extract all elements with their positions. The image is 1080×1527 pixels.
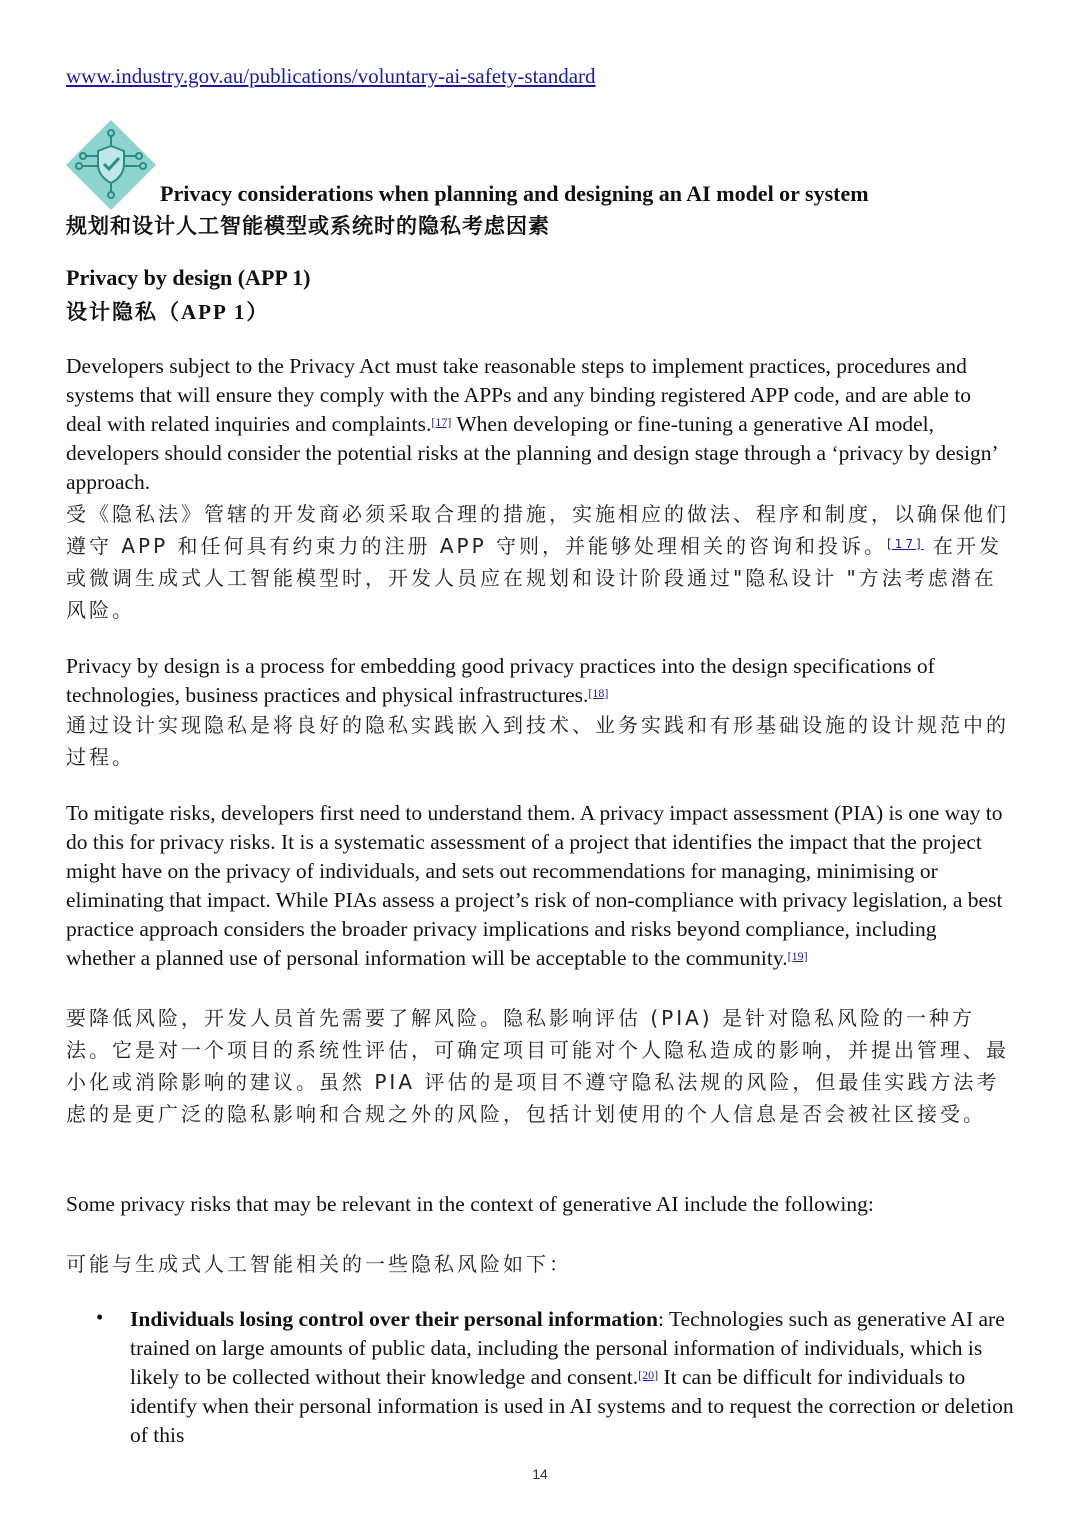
page-number: 14	[532, 1466, 548, 1482]
paragraph-4-zh: 可能与生成式人工智能相关的一些隐私风险如下：	[66, 1252, 572, 1276]
paragraph-2-zh: 通过设计实现隐私是将良好的隐私实践嵌入到技术、业务实践和有形基础设施的设计规范中的过程。	[66, 713, 1009, 769]
bullet-icon: •	[96, 1305, 104, 1329]
footnote-link[interactable]: [20]	[638, 1368, 659, 1382]
list-item-text	[130, 1305, 1015, 1450]
footnote-link[interactable]: [17]	[887, 537, 924, 551]
paragraph-1-zh-text-a: 受《隐私法》管辖的开发商必须采取合理的措施，实施相应的做法、程序和制度，以确保他们遵守 APP 和任何具有约束力的注册 APP 守则，并能够处理相关的咨询和投诉。	[66, 502, 1009, 558]
paragraph-1-text-a: Developers subject to the Privacy Act must take reasonable steps to implement practices, procedures and systems that will ensure they comply with the APPs and any binding registered APP code, and are able to deal with related inquiries and complaints.	[66, 354, 972, 436]
shield-check-network-icon	[64, 118, 158, 212]
paragraph-2	[66, 652, 1011, 710]
footnote-link[interactable]: [18]	[588, 686, 609, 700]
paragraph-1-text-b: When developing or fine-tuning a generative AI model, developers should consider the potential risks at the planning and design stage through a ‘privacy by design’ approach.	[66, 412, 998, 494]
footnote-link[interactable]: [19]	[787, 949, 808, 963]
paragraph-1-zh-text-b: 在开发或微调生成式人工智能模型时，开发人员应在规划和设计阶段通过"隐私设计 "方法考虑潜在风险。	[66, 534, 1003, 622]
section-heading-zh: 规划和设计人工智能模型或系统时的隐私考虑因素	[66, 214, 550, 238]
list-item-text-a: : Technologies such as generative AI are trained on large amounts of public data, including the personal information of individuals, which is likely to be collected without their knowledge and consent.	[130, 1307, 1005, 1389]
standard-link[interactable]: www.industry.gov.au/publications/voluntary-ai-safety-standard	[66, 64, 596, 88]
paragraph-4: Some privacy risks that may be relevant in the context of generative AI include the following:	[66, 1192, 874, 1216]
paragraph-3-zh: 要降低风险，开发人员首先需要了解风险。隐私影响评估 (PIA) 是针对隐私风险的一种方法。它是对一个项目的系统性评估，可确定项目可能对个人隐私造成的影响，并提出管理、最小化或消除影响的建议。虽然 PIA 评估的是项目不遵守隐私法规的风险，但最佳实践方法考虑的是更广泛的隐私影响和合规之外的风险，包括计划使用的个人信息是否会被社区接受。	[66, 1006, 1009, 1126]
subheading-zh: 设计隐私（APP 1）	[66, 300, 270, 324]
section-heading: Privacy considerations when planning and designing an AI model or system	[160, 181, 869, 206]
paragraph-2-text: Privacy by design is a process for embedding good privacy practices into the design specifications of technologies, business practices and physical infrastructures.	[66, 654, 935, 707]
paragraph-3-text: To mitigate risks, developers first need to understand them. A privacy impact assessment (PIA) is one way to do this for privacy risks. It is a systematic assessment of a project that identifies the impact that the project might have on the privacy of individuals, and sets out recommendations for managing, minimising or eliminating that impact. While PIAs assess a project’s risk of non-compliance with privacy legislation, a best practice approach considers the broader privacy implications and risks beyond compliance, including whether a planned use of personal information will be acceptable to the community.	[66, 801, 1003, 970]
paragraph-1-zh	[66, 498, 1011, 626]
footnote-link[interactable]: [17]	[431, 415, 452, 429]
list-item-text-b: It can be difficult for individuals to identify when their personal information is used in AI systems and to request the correction or deletion of this	[130, 1365, 1014, 1447]
list-item-title: Individuals losing control over their personal information	[130, 1307, 658, 1331]
paragraph-1	[66, 352, 1011, 497]
paragraph-3	[66, 799, 1011, 973]
subheading: Privacy by design (APP 1)	[66, 265, 311, 290]
